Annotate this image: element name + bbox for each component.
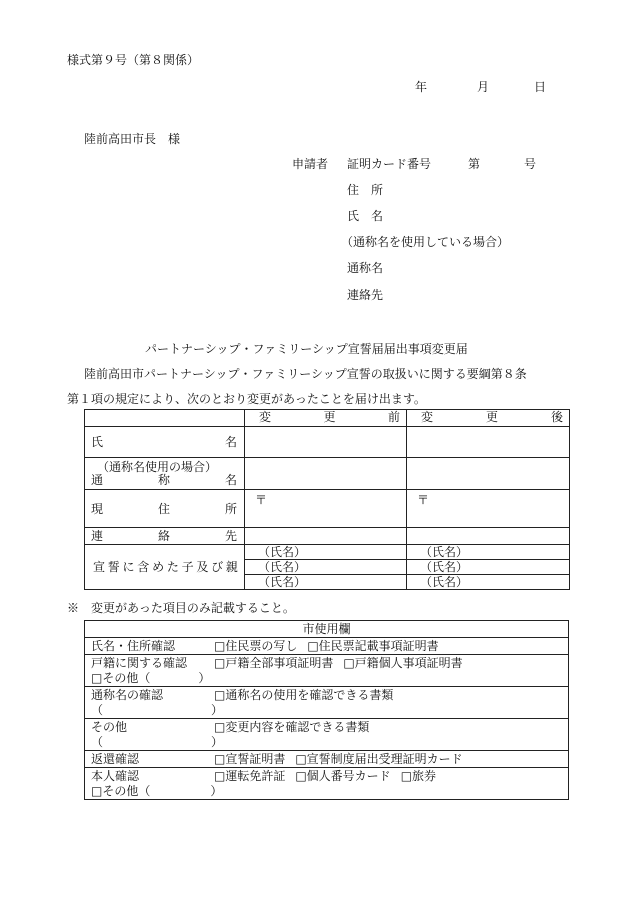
row-label-contact: 連 絡 先 bbox=[85, 528, 245, 545]
row-label-alias: （通称名使用の場合） 通 称 名 bbox=[85, 458, 245, 490]
applicant-label: 申請者 bbox=[292, 157, 329, 171]
alias-after-field[interactable] bbox=[407, 458, 570, 490]
office-use-title: 市使用欄 bbox=[85, 621, 569, 638]
header-after: 変 更 後 bbox=[407, 410, 570, 427]
checkbox-item[interactable]: □その他（ ） bbox=[91, 671, 211, 685]
checkbox-item[interactable]: □住民票記載事項証明書 bbox=[307, 639, 439, 653]
office-row-label: 通称名の確認 bbox=[91, 688, 164, 702]
header-blank-cell bbox=[85, 410, 245, 427]
form-number: 様式第９号（第８関係） bbox=[67, 53, 200, 67]
child-after-field[interactable]: （氏名） bbox=[407, 560, 570, 575]
cert-number-dai: 第 bbox=[468, 157, 481, 171]
applicant-address-label: 住 所 bbox=[347, 183, 384, 197]
postal-mark: 〒 bbox=[417, 493, 430, 507]
addressee: 陸前高田市長 様 bbox=[84, 132, 181, 146]
office-row-other bbox=[85, 719, 569, 751]
date-line bbox=[415, 81, 546, 93]
row-label-name: 氏 名 bbox=[85, 427, 245, 458]
date-day: 日 bbox=[534, 80, 547, 94]
alias-before-field[interactable] bbox=[245, 458, 407, 490]
document-title: パートナーシップ・ファミリーシップ宣誓届届出事項変更届 bbox=[145, 342, 468, 356]
checkbox-item[interactable]: □運転免許証 bbox=[214, 769, 286, 783]
alias-usage-note: （通称名使用の場合） bbox=[97, 460, 218, 474]
checkbox-item[interactable]: □宣誓証明書 bbox=[214, 752, 286, 766]
cert-number-go: 号 bbox=[524, 157, 537, 171]
office-row-label: 氏名・住所確認 bbox=[91, 639, 176, 653]
office-row-label: 本人確認 bbox=[91, 769, 140, 783]
applicant-contact-label: 連絡先 bbox=[347, 288, 384, 302]
office-row-label: 戸籍に関する確認 bbox=[91, 656, 188, 670]
child-after-field[interactable]: （氏名） bbox=[407, 545, 570, 560]
date-month: 月 bbox=[477, 80, 490, 94]
date-year: 年 bbox=[415, 80, 428, 94]
child-before-field[interactable]: （氏名） bbox=[245, 560, 407, 575]
document-body-line-2: 第１項の規定により、次のとおり変更があったことを届け出ます。 bbox=[67, 392, 426, 406]
office-use-table bbox=[84, 620, 569, 800]
address-before-field[interactable] bbox=[245, 490, 407, 528]
office-row-identity bbox=[85, 638, 569, 655]
row-label-address: 現 住 所 bbox=[85, 490, 245, 528]
checkbox-item[interactable]: □戸籍個人事項証明書 bbox=[343, 656, 463, 670]
checkbox-item[interactable]: □旅券 bbox=[400, 769, 437, 783]
office-row-alias bbox=[85, 687, 569, 719]
footnote: ※ 変更があった項目のみ記載すること。 bbox=[67, 601, 295, 615]
child-before-field[interactable]: （氏名） bbox=[245, 545, 407, 560]
checkbox-item[interactable]: □戸籍全部事項証明書 bbox=[214, 656, 334, 670]
postal-mark: 〒 bbox=[255, 493, 268, 507]
blank-parentheses[interactable]: （ ） bbox=[91, 703, 224, 717]
checkbox-item[interactable]: □通称名の使用を確認できる書類 bbox=[214, 688, 394, 702]
blank-parentheses[interactable]: （ ） bbox=[91, 735, 224, 749]
office-row-label: 返還確認 bbox=[91, 752, 140, 766]
checkbox-item[interactable]: □変更内容を確認できる書類 bbox=[214, 720, 370, 734]
row-label-children: 宣 誓 に 含 め た 子 及 び 親 bbox=[85, 545, 245, 590]
office-row-koseki bbox=[85, 655, 569, 687]
checkbox-item[interactable]: □個人番号カード bbox=[295, 769, 391, 783]
header-before: 変 更 前 bbox=[245, 410, 407, 427]
address-after-field[interactable] bbox=[407, 490, 570, 528]
applicant-alias-label: 通称名 bbox=[347, 261, 384, 275]
office-row-id-check bbox=[85, 768, 569, 800]
contact-before-field[interactable] bbox=[245, 528, 407, 545]
applicant-alias-note: （通称名を使用している場合） bbox=[341, 235, 510, 249]
applicant-name-label: 氏 名 bbox=[347, 209, 384, 223]
name-after-field[interactable] bbox=[407, 427, 570, 458]
office-row-return bbox=[85, 751, 569, 768]
checkbox-item[interactable]: □その他（ ） bbox=[91, 784, 223, 798]
name-before-field[interactable] bbox=[245, 427, 407, 458]
checkbox-item[interactable]: □宣誓制度届出受理証明カード bbox=[295, 752, 463, 766]
child-after-field[interactable]: （氏名） bbox=[407, 575, 570, 590]
change-table bbox=[84, 409, 570, 590]
cert-number-label: 証明カード番号 bbox=[347, 157, 432, 171]
child-before-field[interactable]: （氏名） bbox=[245, 575, 407, 590]
contact-after-field[interactable] bbox=[407, 528, 570, 545]
checkbox-item[interactable]: □住民票の写し bbox=[214, 639, 298, 653]
document-body-line-1: 陸前高田市パートナーシップ・ファミリーシップ宣誓の取扱いに関する要綱第８条 bbox=[84, 367, 527, 381]
office-row-label: その他 bbox=[91, 720, 128, 734]
